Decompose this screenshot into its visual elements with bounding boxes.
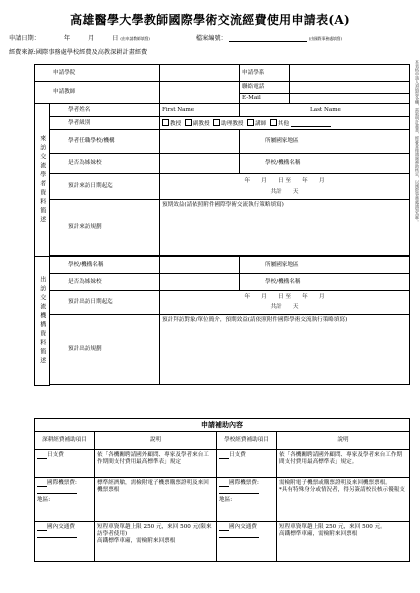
first-name-label: First Name — [162, 106, 195, 113]
region-label: 地區: — [219, 496, 233, 503]
daily-allowance-item[interactable] — [35, 450, 95, 478]
country-label-text: 所屬國家地區 — [265, 138, 299, 144]
school-airfare-desc: 需檢附電子機票或購票證明及來回機票票根。 *具有特殊身分或情況者，得另簽請校長核示優報支 — [277, 478, 410, 522]
airfare-item[interactable] — [35, 478, 95, 522]
outbound-school-name-label[interactable] — [240, 274, 410, 291]
airfare-amount-field[interactable] — [37, 488, 77, 494]
country-label-text: 所屬國家地區 — [265, 261, 299, 268]
rank-checkbox-professor[interactable] — [162, 119, 169, 126]
first-name-field[interactable] — [160, 104, 240, 117]
rank-checkbox-other[interactable] — [270, 119, 277, 126]
rank-option-label: 助理教授 — [221, 120, 244, 127]
visit-date-row: 年 月 日 至 年 月 — [244, 177, 325, 184]
case-no-field[interactable] — [229, 35, 307, 42]
scholar-affiliation-label: 學者任職學校/機構 — [50, 130, 160, 154]
last-name-field[interactable] — [240, 104, 410, 117]
scholar-name-label: 學者姓名 — [50, 104, 160, 117]
subsidy-header: 申請補助內容 — [35, 419, 410, 432]
subsidy-table — [34, 418, 410, 562]
inbound-country-label[interactable] — [240, 130, 410, 154]
inbound-sister-field[interactable] — [160, 154, 240, 174]
item-label: 日支費 — [229, 452, 246, 458]
school-domestic-transport-item[interactable] — [217, 522, 277, 562]
scholar-affiliation-field[interactable] — [160, 130, 240, 154]
school-name-text: 學校/機構名稱 — [265, 160, 301, 166]
phone-field[interactable] — [290, 82, 410, 94]
subsidy-col-desc: 說明 — [95, 432, 217, 450]
outbound-plan-field[interactable] — [160, 315, 410, 385]
outbound-date-row: 年 月 日 至 年 月 — [244, 294, 325, 301]
visit-dates-field[interactable] — [160, 174, 410, 200]
form-title: 高雄醫學大學教師國際學術交流經費使用申請表(A) — [70, 13, 350, 27]
rank-checkbox-assistant[interactable] — [213, 119, 220, 126]
region-label: 地區: — [37, 496, 51, 503]
year-label: 年 — [63, 35, 71, 42]
outbound-dates-label: 預計出訪日期起迄 — [50, 291, 160, 315]
school-airfare-amount-field[interactable] — [219, 488, 259, 494]
outbound-total-days: 共計 天 — [270, 304, 299, 310]
apply-dept-label: 申請學系 — [240, 65, 290, 82]
rank-option-label: 教授 — [170, 120, 182, 127]
outbound-country-label[interactable] — [240, 257, 410, 274]
apply-college-label: 申請學院 — [35, 65, 160, 82]
apply-dept-field[interactable] — [290, 65, 410, 82]
email-field[interactable] — [290, 94, 410, 104]
rank-other-field[interactable] — [291, 121, 331, 127]
school-daily-allowance-item[interactable] — [217, 450, 277, 478]
outbound-school-field[interactable] — [160, 257, 240, 274]
outbound-sister-field[interactable] — [160, 274, 240, 291]
visit-dates-label: 預計來訪日期起迄 — [50, 174, 160, 200]
case-no-note: (由國際事務處填寫) — [308, 36, 343, 41]
visit-plan-hint: 預期效益(請依照附件國際學術交流執行策略填寫) — [162, 202, 284, 208]
apply-date-label: 申請日期： — [9, 35, 40, 42]
item-label: 國際機票費: — [47, 480, 77, 486]
domestic-transport-amount-field[interactable] — [37, 532, 77, 538]
school-daily-allowance-desc: 依「各機關聘請國外顧問、專家及學者來台工作期間支付費用最高標準表」規定。 — [277, 450, 410, 478]
funding-source: 經費來源:國際事務處學校經費及高教深耕計畫經費 — [9, 49, 148, 56]
scholar-rank-label: 學者級別 — [50, 117, 160, 130]
scholar-rank-options — [160, 117, 410, 130]
item-label: 國內交通費 — [47, 524, 75, 530]
apply-college-field[interactable] — [160, 65, 240, 82]
inbound-school-name-label[interactable] — [240, 154, 410, 174]
day-label: 日 — [112, 35, 119, 42]
email-label: E-Mail — [240, 94, 290, 104]
item-label: 日支費 — [47, 452, 64, 458]
apply-teacher-label: 申請教師 — [35, 82, 160, 104]
outbound-section-label: 出訪交流機構資料簡述 — [35, 257, 50, 386]
daily-allowance-desc: 依「各機關聘請國外顧問、專家及學者來台工作期間支付費用最高標準表」規定 — [95, 450, 217, 478]
apply-teacher-field[interactable] — [160, 82, 240, 104]
subsidy-col-deep: 深耕經費補助項目 — [35, 432, 95, 450]
visit-total-days: 共計 天 — [270, 188, 299, 195]
school-airfare-item[interactable] — [217, 478, 277, 522]
visit-plan-field[interactable] — [160, 200, 410, 256]
subsidy-col-desc: 說明 — [277, 432, 410, 450]
last-name-label: Last Name — [310, 106, 341, 113]
school-name-text: 學校/機構名稱 — [265, 278, 301, 285]
rank-checkbox-lecturer[interactable] — [247, 119, 254, 126]
item-label: 國際機票費: — [229, 480, 259, 486]
main-form-table — [34, 64, 410, 386]
side-note: 本表格申請人須填寫各欄，需敘明計畫書，經審查後通過補助核定，以國際事務處通知為準。 — [415, 60, 420, 224]
airfare-desc: 標準經濟艙，需檢附電子機票購票證明及來回機票票根 — [95, 478, 217, 522]
apply-date-note: (由申請教師填寫) — [120, 36, 150, 41]
outbound-plan-label: 預計出訪規劃 — [50, 315, 160, 385]
rank-option-label: 副教授 — [192, 120, 210, 127]
item-label: 國內交通費 — [229, 524, 257, 530]
month-label: 月 — [88, 35, 95, 42]
subsidy-col-school: 學校經費補助項目 — [217, 432, 277, 450]
meta-line — [9, 33, 342, 42]
rank-option-label: 其他 — [277, 120, 290, 127]
visit-plan-label: 預計來訪規劃 — [50, 200, 160, 256]
inbound-sister-label: 是否為姊妹校 — [50, 154, 160, 174]
outbound-plan-hint: 預計拜訪對象/單位簡介，預期效益(請依照附件國際學術交流執行策略填寫) — [162, 317, 348, 323]
domestic-transport-item[interactable] — [35, 522, 95, 562]
phone-label: 聯絡電話 — [240, 82, 290, 94]
school-domestic-transport-desc: 短程車資單趟上限 250 元，來回 500 元。 高鐵標準車廂，需檢附來回票根 — [277, 522, 410, 562]
outbound-school-label: 學校/機構名稱 — [50, 257, 160, 274]
outbound-dates-field[interactable] — [160, 291, 410, 315]
school-domestic-transport-amount-field[interactable] — [219, 532, 259, 538]
inbound-section-label: 來訪交流學者資料簡述 — [35, 104, 50, 257]
outbound-sister-label: 是否為姊妹校 — [50, 274, 160, 291]
domestic-transport-desc: 短程車資單趟上限 250 元，來回 500 元(限來訪學者使用) 高鐵標準車廂，需檢附來回票根 — [95, 522, 217, 562]
rank-checkbox-associate[interactable] — [185, 119, 192, 126]
rank-option-label: 講師 — [255, 120, 267, 127]
case-no-label: 檔案編號： — [195, 35, 227, 42]
